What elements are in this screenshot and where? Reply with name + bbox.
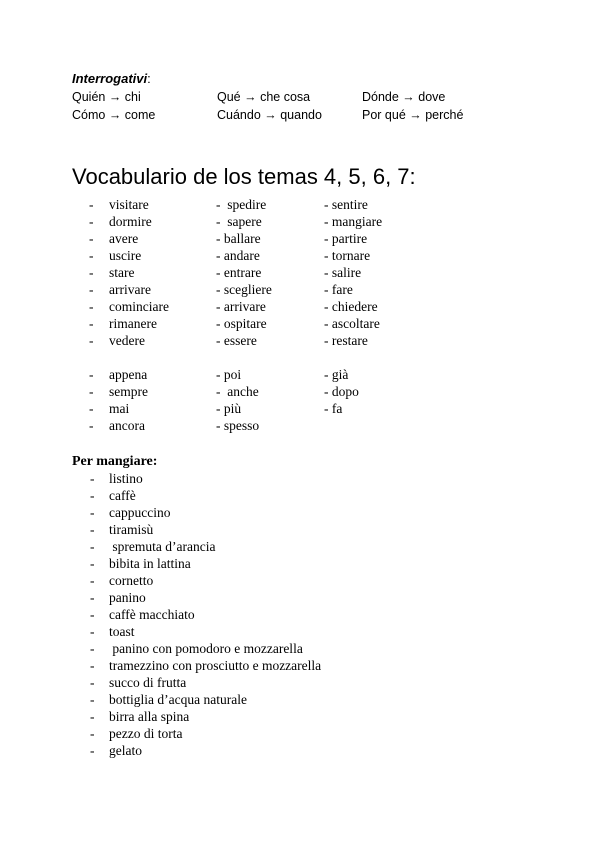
vocab-item <box>216 366 272 383</box>
vocab-word: - salire <box>324 265 362 280</box>
vocabulario-heading: Vocabulario de los temas 4, 5, 6, 7: <box>72 164 416 189</box>
food-word: cornetto <box>109 573 154 588</box>
vocab-item <box>216 230 272 247</box>
vocab-item <box>324 281 382 298</box>
list-dash: - <box>90 726 95 741</box>
food-word: tiramisù <box>109 522 154 537</box>
list-dash: - <box>89 333 94 348</box>
per-mangiare-heading: Per mangiare: <box>72 454 158 469</box>
list-dash: - <box>89 384 94 399</box>
vocab-word: - fa <box>324 401 343 416</box>
vocab-word: uscire <box>109 248 142 263</box>
vocab-word: - ballare <box>216 231 261 246</box>
vocab-word: - anche <box>216 384 259 399</box>
vocab-item <box>216 332 272 349</box>
vocab-item <box>324 196 382 213</box>
vocab-word: - spedire <box>216 197 267 212</box>
food-word: succo di frutta <box>109 675 187 690</box>
vocab-item <box>324 298 382 315</box>
list-dash: - <box>90 556 95 571</box>
food-word: gelato <box>109 743 142 758</box>
vocab-word: - più <box>216 401 242 416</box>
vocab-item <box>324 417 382 434</box>
vocab-word: ancora <box>109 418 145 433</box>
vocab-word: rimanere <box>109 316 157 331</box>
vocab-item <box>324 264 382 281</box>
vocab-word: - entrare <box>216 265 262 280</box>
food-word: tramezzino con prosciutto e mozzarella <box>109 658 322 673</box>
vocab-column-3 <box>324 196 382 434</box>
food-word: caffè <box>109 488 136 503</box>
vocab-item <box>324 213 382 230</box>
vocab-item <box>324 230 382 247</box>
list-dash: - <box>89 282 94 297</box>
interrogativi-title-text: Interrogativi <box>72 71 148 86</box>
vocab-word: sempre <box>109 384 148 399</box>
interrogativo-por-que: Por qué → perché <box>362 108 464 122</box>
list-dash: - <box>89 367 94 382</box>
vocab-item <box>216 315 272 332</box>
vocab-item <box>216 417 272 434</box>
vocab-item <box>216 247 272 264</box>
vocab-item <box>324 315 382 332</box>
list-dash: - <box>90 607 95 622</box>
vocab-item <box>216 400 272 417</box>
food-word: toast <box>109 624 135 639</box>
vocab-word: visitare <box>109 197 149 212</box>
food-word: listino <box>109 471 143 486</box>
vocab-item <box>324 400 382 417</box>
vocab-word: stare <box>109 265 135 280</box>
vocab-word: - mangiare <box>324 214 383 229</box>
vocab-word: - ospitare <box>216 316 267 331</box>
vocab-word: - arrivare <box>216 299 266 314</box>
list-dash: - <box>90 471 95 486</box>
list-dash: - <box>89 418 94 433</box>
vocab-word: - chiedere <box>324 299 378 314</box>
interrogativi-title-colon: : <box>147 71 151 86</box>
interrogativo-quien: Quién → chi <box>72 90 141 104</box>
list-dash: - <box>90 709 95 724</box>
interrogativo-cuando: Cuándo → quando <box>217 108 322 122</box>
food-word: panino con pomodoro e mozzarella <box>109 641 303 656</box>
food-word: birra alla spina <box>109 709 190 724</box>
vocab-word: - ascoltare <box>324 316 380 331</box>
vocab-word: cominciare <box>109 299 169 314</box>
vocab-column-2 <box>216 196 272 434</box>
interrogativo-que: Qué → che cosa <box>217 90 311 104</box>
list-dash: - <box>89 197 94 212</box>
list-dash: - <box>89 248 94 263</box>
interrogativo-donde: Dónde → dove <box>362 90 446 104</box>
vocab-word: - partire <box>324 231 368 246</box>
vocab-item <box>216 281 272 298</box>
interrogativi-title <box>72 71 151 87</box>
vocab-item <box>324 349 382 366</box>
list-dash: - <box>89 299 94 314</box>
vocab-word: - sapere <box>216 214 262 229</box>
vocab-item <box>324 383 382 400</box>
list-dash: - <box>90 743 95 758</box>
list-dash: - <box>90 658 95 673</box>
list-dash: - <box>90 573 95 588</box>
vocab-item <box>216 196 272 213</box>
food-word: pezzo di torta <box>109 726 183 741</box>
list-dash: - <box>90 590 95 605</box>
vocab-word: - tornare <box>324 248 371 263</box>
food-word: bibita in lattina <box>109 556 191 571</box>
list-dash: - <box>90 522 95 537</box>
food-word: spremuta d’arancia <box>109 539 216 554</box>
food-word: cappuccino <box>109 505 171 520</box>
list-dash: - <box>90 624 95 639</box>
vocab-item <box>324 366 382 383</box>
list-dash: - <box>89 214 94 229</box>
vocab-item <box>324 332 382 349</box>
vocab-item <box>216 298 272 315</box>
list-dash: - <box>90 641 95 656</box>
vocab-word: - scegliere <box>216 282 272 297</box>
vocab-word: - poi <box>216 367 242 382</box>
list-dash: - <box>89 231 94 246</box>
vocab-word: - spesso <box>216 418 260 433</box>
vocab-word: mai <box>109 401 130 416</box>
food-word: bottiglia d’acqua naturale <box>109 692 247 707</box>
vocab-word: vedere <box>109 333 145 348</box>
food-word: panino <box>109 590 146 605</box>
list-dash: - <box>89 401 94 416</box>
vocab-word: - già <box>324 367 349 382</box>
vocab-item <box>216 264 272 281</box>
list-dash: - <box>90 539 95 554</box>
interrogativo-como: Cómo → come <box>72 108 156 122</box>
list-dash: - <box>89 316 94 331</box>
vocab-word: avere <box>109 231 139 246</box>
vocab-word: - andare <box>216 248 260 263</box>
list-dash: - <box>90 488 95 503</box>
list-dash: - <box>90 675 95 690</box>
vocab-word: appena <box>109 367 148 382</box>
vocab-word: - sentire <box>324 197 368 212</box>
vocab-item <box>324 247 382 264</box>
list-dash: - <box>90 505 95 520</box>
vocab-word: - essere <box>216 333 257 348</box>
list-dash: - <box>90 692 95 707</box>
vocab-item <box>216 213 272 230</box>
vocab-word: arrivare <box>109 282 151 297</box>
vocab-item <box>216 383 272 400</box>
vocab-word: - restare <box>324 333 368 348</box>
vocab-word: - fare <box>324 282 353 297</box>
list-dash: - <box>89 265 94 280</box>
vocab-word: - dopo <box>324 384 359 399</box>
vocab-word: dormire <box>109 214 152 229</box>
vocab-item <box>216 349 272 366</box>
food-word: caffè macchiato <box>109 607 195 622</box>
